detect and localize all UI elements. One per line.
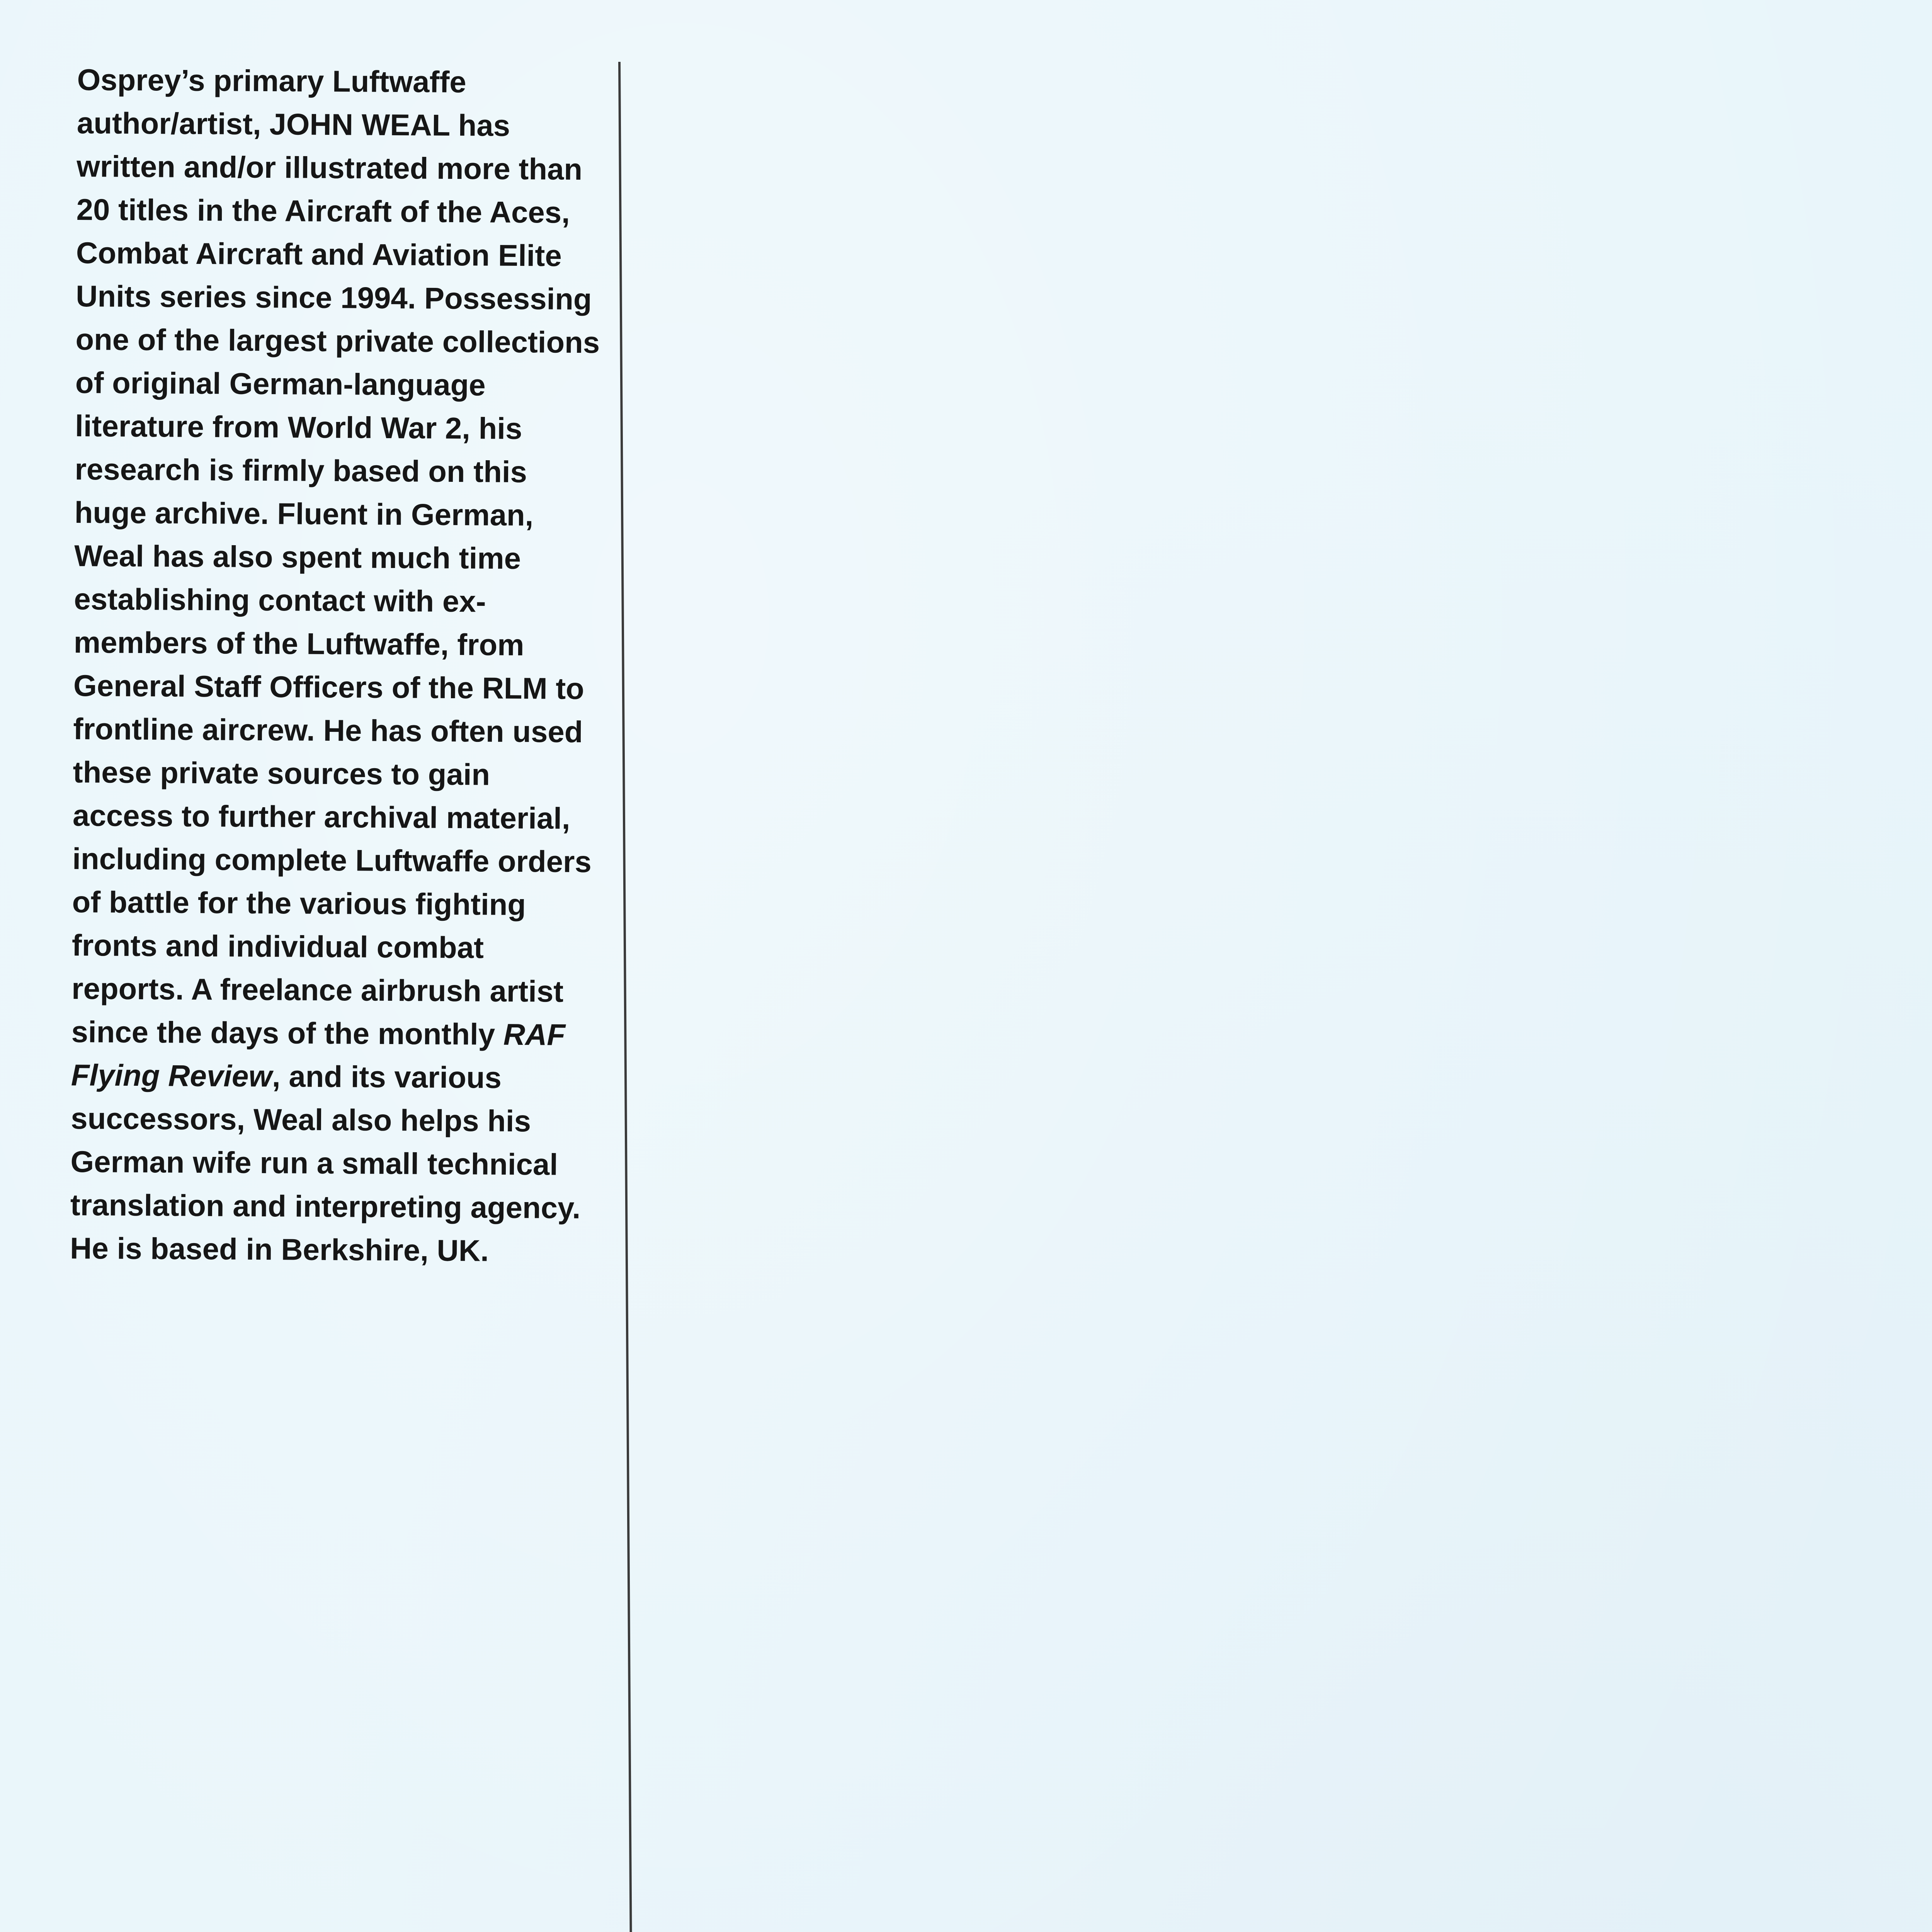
author-bio-paragraph bbox=[70, 58, 603, 1273]
author-bio-text-part2: , and its various successors, Weal also helps his German wife run a small technical translation and interpreting agency. He is based in Berkshire, UK. bbox=[70, 1059, 581, 1268]
publication-title: RAF Flying Review bbox=[71, 1017, 566, 1094]
column-divider-line bbox=[618, 62, 639, 1932]
author-bio-text-part1: Osprey’s primary Luftwaffe author/artist, JOHN WEAL has written and/or illustrated more than 20 titles in the Aircraft of the Aces, Combat Aircraft and Aviation Elite Units series since 1994. Possessing one of the largest private collections of original German-language literature from World War 2, his research is firmly based on this huge archive. Fluent in German, Weal has also spent much time establishing contact with ex-members of the Luftwaffe, from General Staff Officers of the RLM to frontline aircrew. He has often used these private sources to gain access to further archival material, including complete Luftwaffe orders of battle for the various fighting fronts and individual combat reports. A freelance airbrush artist since the days of the monthly bbox=[71, 62, 600, 1051]
